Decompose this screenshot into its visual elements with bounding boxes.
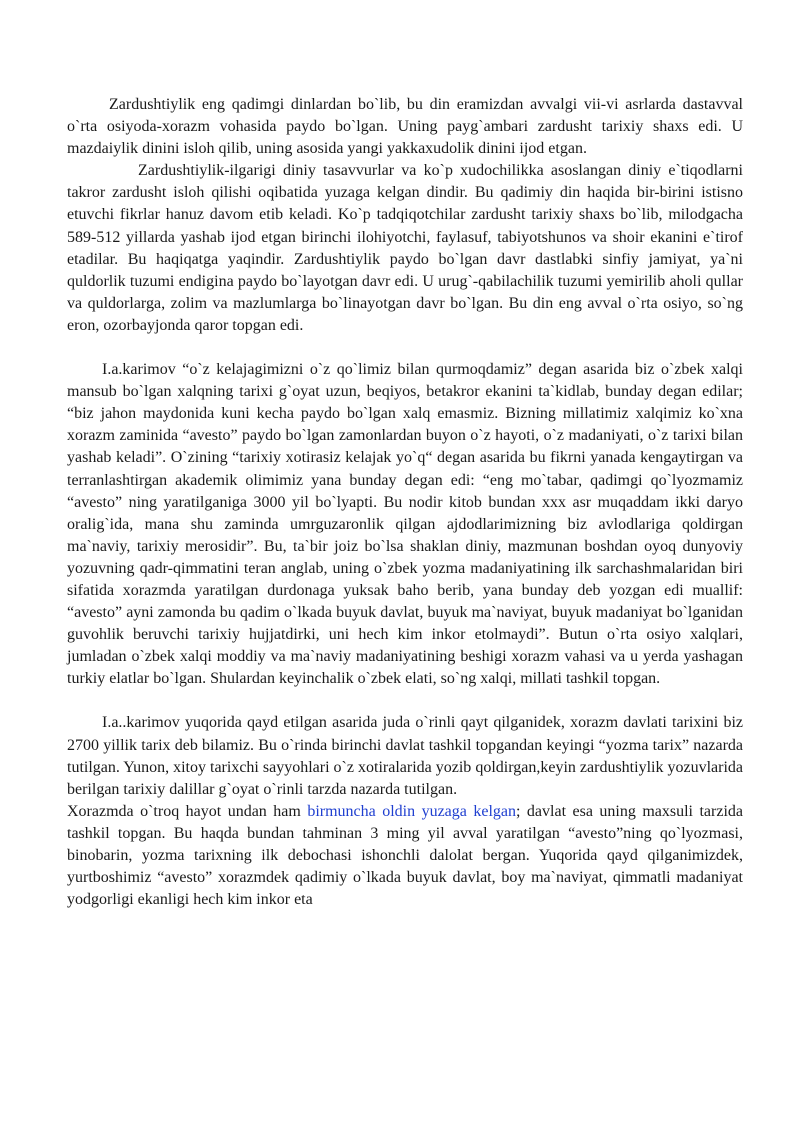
paragraph-4: I.a..karimov yuqorida qayd etilgan asarida juda o`rinli qayt qilganidek, xorazm davlati tarixini biz 2700 yillik tarix deb bilamiz. Bu o`rinda birinchi davlat tashkil topgandan keyingi “yozma tarix” nazarda tutilgan. Yunon, xitoy tarixchi sayyohlari o`z xotiralarida yozib qoldirgan,keyin zardushtiylik yozuvlarida berilgan tarixiy dalillar g`oyat o`rinli tarzda nazarda tutilgan. <box>67 714 743 798</box>
hyperlink-text[interactable]: birmuncha oldin yuzaga kelgan <box>307 802 517 820</box>
paragraph-5 <box>67 801 743 911</box>
paragraph-3: I.a.karimov “o`z kelajagimizni o`z qo`limiz bilan qurmoqdamiz” degan asarida biz o`zbek xalqi mansub bo`lgan xalqning tarixi g`oyat uzun, beqiyos, betakror ekanini ta`kidlab, bunday degan edilar; “biz jahon maydonida kuni kecha paydo bo`lgan xalq emasmiz. Bizning millatimiz xalqimiz ko`xna xorazm zaminida “avesto” paydo bo`lgan zamonlardan buyon o`z hayoti, o`z madaniyati, o`z tarixi bilan yashab keladi”. O`zining “tarixiy xotirasiz kelajak yo`q“ degan asarida bu fikrni yanada kengaytirgan va terranlashtirgan akademik olimimiz yana bunday degan edi: “eng mo`tabar, qadimgi qo`lyozmamiz “avesto” ning yaratilganiga 3000 yil bo`lyapti. Bu nodir kitob bundan xxx asr muqaddam ikki daryo oralig`ida, mana shu zaminda umrguzaronlik qilgan ajdodlarimizning biz avlodlariga qoldirgan ma`naviy, tarixiy merosidir”. Bu, ta`bir joiz bo`lsa shaklan diniy, mazmunan boshdan oyoq dunyoviy yozuvning qadr-qimmatini teran anglab, uning o`zbek yozma madaniyatining ilk sarchashmalaridan biri sifatida xorazmda yaratilgan durdonaga yuksak baho berib, yana bunday deb yozgan edi muallif: “avesto” ayni zamonda bu qadim o`lkada buyuk davlat, buyuk ma`naviyat, buyuk madaniyat bo`lganidan guvohlik beruvchi tarixiy hujjatdirki, uni hech kim inkor etolmaydi”. Butun o`rta osiyo xalqlari, jumladan o`zbek xalqi moddiy va ma`naviy madaniyatining beshigi xorazm vahasi va u yerda yashagan turkiy elatlar bo`lgan. Shulardan keyinchalik o`zbek elati, so`ng xalqi, millati tashkil topgan. <box>67 361 743 688</box>
paragraph-5-text-end: ; davlat esa uning maxsuli tarzida tashkil topgan. Bu haqda bundan tahminan 3 ming yil avval yaratilgan “avesto”ning qo`lyozmasi, binobarin, yozma tarixning ilk debochasi ishonchli dalolat bergan. Yuqorida qayd qilganimizdek, yurtboshimiz “avesto” xorazmdek qadimiy o`lkada buyuk davlat, boy ma`naviyat, qimmatli madaniyat yodgorligi ekanligi hech kim inkor eta <box>67 802 743 909</box>
paragraph-5-text-start: Xorazmda o`troq hayot undan ham <box>67 802 308 820</box>
paragraph-2: Zardushtiylik-ilgarigi diniy tasavvurlar va ko`p xudochilikka asoslangan diniy e`tiqodlarni takror zardusht isloh qilishi oqibatida yuzaga kelgan dindir. Bu qadimiy din haqida bir-birini istisno etuvchi fikrlar hanuz davom etib keladi. Ko`p tadqiqotchilar zardusht tarixiy shaxs bo`lib, milodgacha 589-512 yillarda yashab ijod etgan birinchi ilohiyotchi, faylasuf, tabiyotshunos va shoir ekanini e`tirof etadilar. Bu haqiqatga yaqindir. Zardushtiylik paydo bo`lgan davr dastlabki sinfiy jamiyat, ya`ni quldorlik tuzumi endigina paydo bo`layotgan davr edi. U urug`-qabilachilik tuzumi yemirilib aholi qullar va quldorlarga, zolim va mazlumlarga bo`linayotgan davr bo`lgan. Bu din eng avval o`rta osiyo, so`ng eron, ozorbayjonda qaror topgan edi. <box>67 162 743 334</box>
paragraph-1: Zardushtiylik eng qadimgi dinlardan bo`lib, bu din eramizdan avvalgi vii-vi asrlarda dastavval o`rta osiyoda-xorazm vohasida paydo bo`lgan. Uning payg`ambari zardusht tarixiy shaxs edi. U mazdaiylik dinini isloh qilib, uning asosida yangi yakkaxudolik dinini ijod etgan. <box>67 96 743 158</box>
